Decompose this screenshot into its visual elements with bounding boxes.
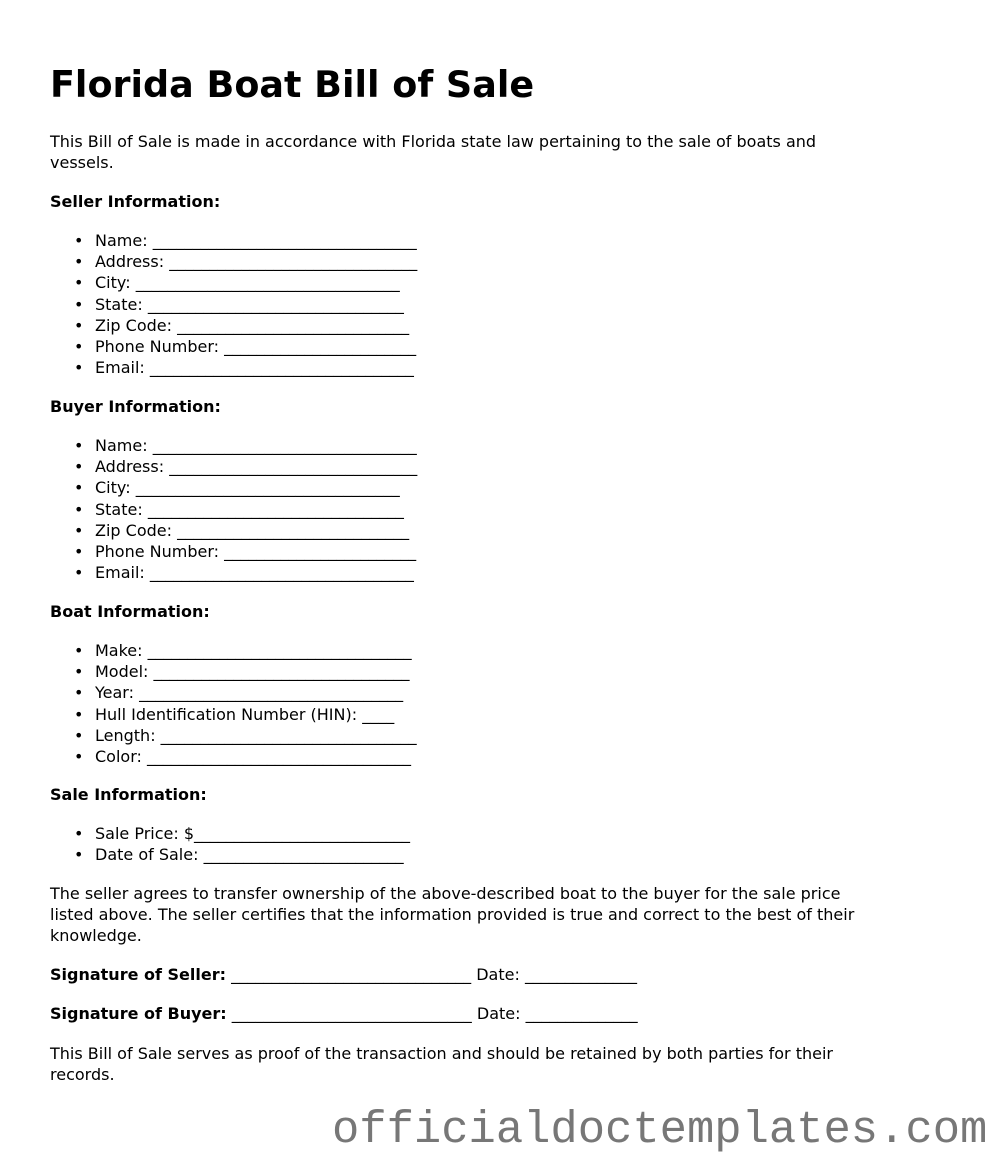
field-blank[interactable]: _____________________________ xyxy=(177,315,410,335)
bullet-icon: • xyxy=(74,845,84,865)
field-label: Zip Code: xyxy=(95,315,172,335)
field-blank[interactable]: ____ xyxy=(362,704,395,724)
field-label: Email: xyxy=(95,563,145,583)
field-label: Address: xyxy=(95,252,165,272)
bullet-icon: • xyxy=(74,457,84,477)
bullet-icon: • xyxy=(74,541,84,561)
buyer-name-field[interactable] xyxy=(50,435,870,456)
seller-date-blank[interactable]: ______________ xyxy=(524,965,637,984)
field-label: Length: xyxy=(95,725,156,745)
field-label: Email: xyxy=(95,358,145,378)
field-label: City: xyxy=(95,273,131,293)
bullet-icon: • xyxy=(74,662,84,682)
watermark-text: officialdoctemplates.com xyxy=(332,1104,987,1156)
field-blank[interactable]: _______________________________ xyxy=(169,457,418,477)
boat-fields-list xyxy=(50,640,870,767)
field-label: Phone Number: xyxy=(95,541,220,561)
buyer-signature-blank[interactable]: ______________________________ xyxy=(231,1004,472,1023)
field-blank[interactable]: _________________________________ xyxy=(152,436,417,455)
field-label: Hull Identification Number (HIN): xyxy=(95,704,358,724)
seller-name-field[interactable] xyxy=(50,230,870,251)
field-blank[interactable]: ___________________________ xyxy=(194,824,411,843)
sale-date-field[interactable] xyxy=(50,844,870,865)
field-blank[interactable]: ________________________________ xyxy=(147,499,404,519)
seller-section-heading: Seller Information: xyxy=(50,192,221,211)
field-blank[interactable]: _________________________ xyxy=(203,845,404,865)
boat-color-field[interactable] xyxy=(50,746,870,767)
field-label: Phone Number: xyxy=(95,336,220,356)
boat-make-field[interactable] xyxy=(50,640,870,661)
seller-address-field[interactable] xyxy=(50,251,870,272)
field-blank[interactable]: ________________________________ xyxy=(153,662,410,682)
seller-date-label: Date: xyxy=(476,965,520,984)
seller-signature-blank[interactable]: ______________________________ xyxy=(231,965,472,984)
bullet-icon: • xyxy=(74,273,84,293)
sale-section-heading: Sale Information: xyxy=(50,785,207,804)
buyer-signature-line xyxy=(50,1003,870,1024)
bullet-icon: • xyxy=(74,358,84,378)
bullet-icon: • xyxy=(74,231,84,250)
sale-price-field[interactable] xyxy=(50,823,870,844)
boat-model-field[interactable] xyxy=(50,661,870,682)
sale-fields-list xyxy=(50,823,870,865)
buyer-phone-field[interactable] xyxy=(50,541,870,562)
buyer-signature-label: Signature of Buyer: xyxy=(50,1004,227,1023)
boat-year-field[interactable] xyxy=(50,682,870,703)
buyer-fields-list xyxy=(50,435,870,583)
buyer-email-field[interactable] xyxy=(50,562,870,583)
seller-fields-list xyxy=(50,230,870,378)
field-blank[interactable]: _________________________________ xyxy=(135,273,400,293)
buyer-section-heading: Buyer Information: xyxy=(50,397,221,416)
field-blank[interactable]: _________________________________ xyxy=(147,641,412,660)
field-label: City: xyxy=(95,478,131,498)
field-label: State: xyxy=(95,294,143,314)
field-blank[interactable]: ________________________ xyxy=(224,541,417,561)
field-label: Zip Code: xyxy=(95,520,172,540)
field-label: Color: xyxy=(95,746,142,766)
buyer-date-blank[interactable]: ______________ xyxy=(525,1004,638,1023)
field-label: Name: xyxy=(95,231,148,250)
seller-state-field[interactable] xyxy=(50,294,870,315)
bullet-icon: • xyxy=(74,563,84,583)
document-title: Florida Boat Bill of Sale xyxy=(50,63,535,106)
bullet-icon: • xyxy=(74,824,84,843)
field-label: Model: xyxy=(95,662,149,682)
intro-paragraph: This Bill of Sale is made in accordance with Florida state law pertaining to the sale of boats and vessels. xyxy=(50,132,817,172)
buyer-zip-field[interactable] xyxy=(50,520,870,541)
seller-phone-field[interactable] xyxy=(50,336,870,357)
field-blank[interactable]: ________________________________ xyxy=(147,294,404,314)
field-label: Address: xyxy=(95,457,165,477)
bullet-icon: • xyxy=(74,315,84,335)
buyer-state-field[interactable] xyxy=(50,499,870,520)
field-blank[interactable]: _________________________________ xyxy=(146,746,411,766)
field-blank[interactable]: ________________________________ xyxy=(160,725,417,745)
field-blank[interactable]: _________________________________ xyxy=(149,563,414,583)
bullet-icon: • xyxy=(74,704,84,724)
field-label: Make: xyxy=(95,641,143,660)
field-blank[interactable]: ________________________ xyxy=(224,336,417,356)
bullet-icon: • xyxy=(74,520,84,540)
seller-city-field[interactable] xyxy=(50,272,870,293)
bullet-icon: • xyxy=(74,746,84,766)
bullet-icon: • xyxy=(74,294,84,314)
agreement-paragraph: The seller agrees to transfer ownership of the above-described boat to the buyer for the sale price listed above. The seller certifies that the information provided is true and correct to the best of their knowledge. xyxy=(50,884,855,945)
bullet-icon: • xyxy=(74,683,84,703)
field-label: Date of Sale: xyxy=(95,845,199,865)
bullet-icon: • xyxy=(74,436,84,455)
boat-hin-field[interactable] xyxy=(50,704,870,725)
bullet-icon: • xyxy=(74,499,84,519)
buyer-date-label: Date: xyxy=(476,1004,521,1023)
bullet-icon: • xyxy=(74,641,84,660)
field-blank[interactable]: _____________________________ xyxy=(177,520,410,540)
closing-paragraph: This Bill of Sale serves as proof of the transaction and should be retained by both parties for their records. xyxy=(50,1044,833,1084)
field-blank[interactable]: _________________________________ xyxy=(135,478,400,498)
field-label: Year: xyxy=(95,683,134,703)
bullet-icon: • xyxy=(74,478,84,498)
field-blank[interactable]: _______________________________ xyxy=(169,252,418,272)
boat-section-heading: Boat Information: xyxy=(50,602,210,621)
seller-signature-line xyxy=(50,964,870,985)
field-label: Name: xyxy=(95,436,148,455)
boat-length-field[interactable] xyxy=(50,725,870,746)
field-blank[interactable]: _________________________________ xyxy=(152,231,417,250)
field-blank[interactable]: _________________________________ xyxy=(139,683,404,703)
buyer-address-field[interactable] xyxy=(50,456,870,477)
bullet-icon: • xyxy=(74,336,84,356)
seller-signature-label: Signature of Seller: xyxy=(50,965,227,984)
buyer-city-field[interactable] xyxy=(50,477,870,498)
seller-email-field[interactable] xyxy=(50,357,870,378)
field-label: State: xyxy=(95,499,143,519)
seller-zip-field[interactable] xyxy=(50,315,870,336)
bullet-icon: • xyxy=(74,252,84,272)
bullet-icon: • xyxy=(74,725,84,745)
field-blank[interactable]: _________________________________ xyxy=(149,358,414,378)
field-label: Sale Price: $ xyxy=(95,824,195,843)
